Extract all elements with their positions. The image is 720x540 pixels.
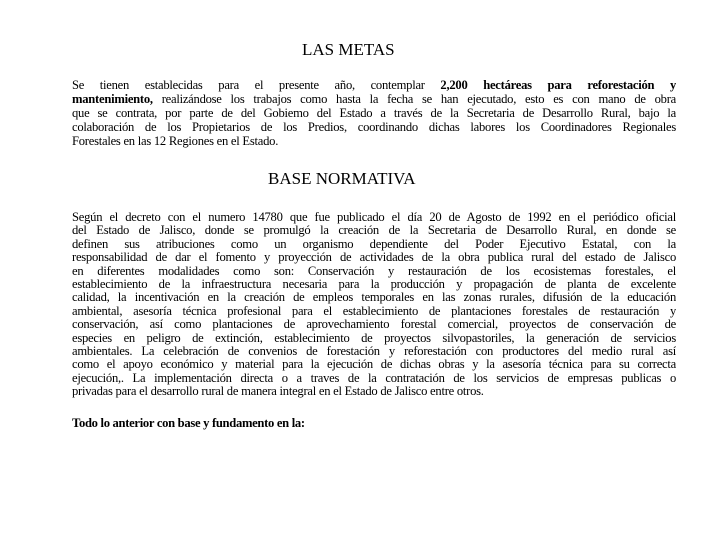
text-line: responsabilidad de dar el fomento y proyección de actividades de la obra publica rural del estado de Jalisco — [72, 251, 676, 265]
text-line — [72, 120, 676, 134]
text-line: ambientales. La celebración de convenios de forestación y reforestación con productores del medio rural así — [72, 344, 676, 358]
text-line: definen sus atribuciones como un organismo dependiente del Poder Ejecutivo Estatal, con la — [72, 237, 676, 251]
text-line: privadas para el desarrollo rural de manera integral en el Estado de Jalisco entre otros. — [72, 385, 484, 399]
text-line: en diferentes modalidades como son: Conservación y restauración de los ecosistemas forestales, el — [72, 264, 676, 278]
text-line: Según el decreto con el numero 14780 que fue publicado el día 20 de Agosto de 1992 en el periódico oficial — [72, 211, 676, 224]
text-line: establecimiento de la infraestructura necesaria para la producción y propagación de planta de excelente — [72, 277, 676, 291]
text-line — [72, 78, 676, 92]
text-line — [72, 134, 676, 148]
text-line: como el apoyo económico y material para la ejecución de dichas obras y la asesoría técnica para su correcta — [72, 358, 676, 372]
metas-paragraph — [72, 78, 676, 148]
text-line: calidad, la incentivación en la creación de empleos temporales en las zonas rurales, difusión de la educación — [72, 291, 676, 305]
closing-statement: Todo lo anterior con base y fundamento en la: — [72, 416, 305, 430]
section-title-base-normativa: BASE NORMATIVA — [268, 169, 416, 188]
text-line: del Estado de Jalisco, donde se promulgó la creación de la Secretaria de Desarrollo Rural, en donde se — [72, 224, 676, 238]
text-line: ambiental, asesoría técnica profesional para el establecimiento de plantaciones forestales de restauración y — [72, 304, 676, 318]
text-line: conservación, así como plantaciones de aprovechamiento forestal comercial, proyectos de conservación de — [72, 318, 676, 332]
bold-text: 2,200 hectáreas para reforestación y — [440, 78, 676, 92]
text-line: especies en peligro de extinción, establecimiento de proyectos silvopastoriles, la generación de servicios — [72, 331, 676, 345]
text-span: Se tienen establecidas para el presente año, contemplar — [72, 78, 441, 92]
text-span: que se contrata, por parte de del Gobiemo del Estado a través de la Secretaria de Desarrollo Rural, bajo la — [72, 106, 676, 120]
text-span: colaboración de los Propietarios de los Predios, coordinando dichas labores los Coordinadores Regionales — [72, 120, 676, 134]
bold-text: mantenimiento, — [72, 92, 153, 106]
text-line — [72, 106, 676, 120]
text-line — [72, 92, 676, 106]
text-span: Forestales en las 12 Regiones en el Estado. — [72, 134, 279, 148]
section-title-metas: LAS METAS — [302, 40, 395, 59]
text-line: ejecución,. La implementación directa o a traves de la contratación de los servicios de empresas publicas o — [72, 371, 676, 385]
base-normativa-paragraph — [72, 211, 676, 398]
text-span: realizándose los trabajos como hasta la fecha se han ejecutado, esto es con mano de obra — [152, 92, 676, 106]
